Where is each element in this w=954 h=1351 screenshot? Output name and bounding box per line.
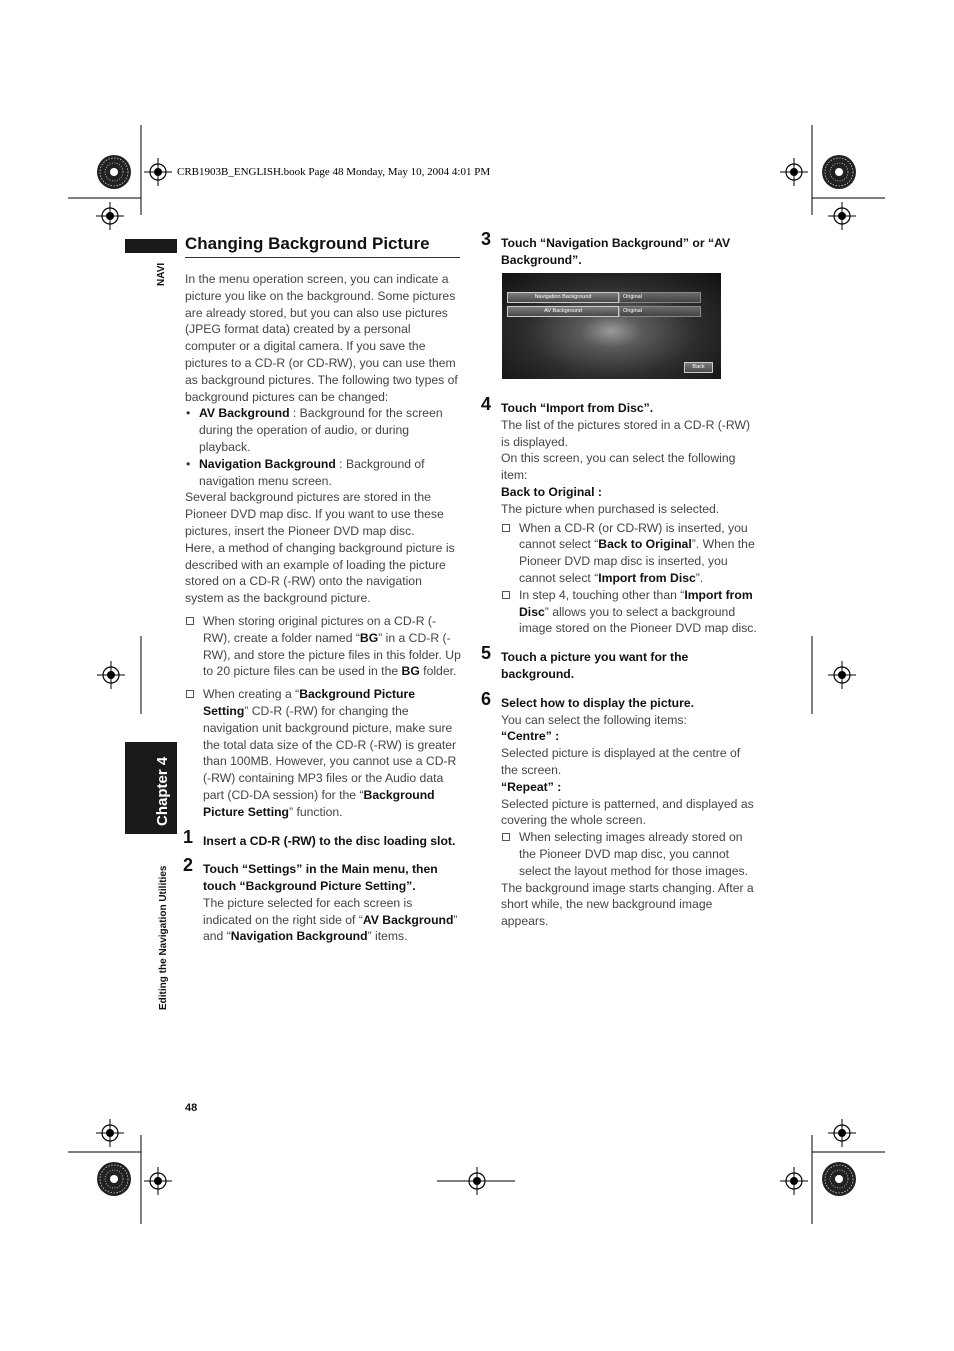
step-5: 5 Touch a picture you want for the background.	[481, 643, 689, 681]
note-item: In step 4, touching other than “Import from Disc” allows you to select a background image stored on the Pioneer DVD map disc.	[501, 587, 758, 637]
back-button[interactable]: Back	[684, 362, 713, 373]
navi-tab-label: NAVI	[156, 262, 167, 286]
step-2: 2 Touch “Settings” in the Main menu, then touch “Background Picture Setting”. The picture selected for each screen is indicated on the right side of “AV Background” and “Navigation Background” items.	[183, 855, 458, 944]
paragraph: Here, a method of changing background picture is described with an example of loading the picture stored on a CD-R (-RW) onto the navigation system as the background picture.	[185, 540, 455, 606]
note-item: When a CD-R (or CD-RW) is inserted, you cannot select “Back to Original”. When the Pioneer DVD map disc is inserted, you cannot select “Import from Disc”.	[501, 520, 758, 587]
bullet-av-background: • AV Background : Background for the screen during the operation of audio, or during playback.	[185, 405, 463, 455]
step-1: 1 Insert a CD-R (-RW) to the disc loading slot.	[183, 826, 456, 848]
step-3: 3 Touch “Navigation Background” or “AV Background”.	[481, 229, 731, 267]
navigation-background-value: Original	[619, 292, 701, 303]
navigation-background-button[interactable]: Navigation Background	[507, 292, 619, 303]
title-rule	[185, 257, 460, 258]
navi-tab-bar	[125, 239, 177, 253]
right-column-top	[481, 229, 758, 269]
av-background-button[interactable]: AV Background	[507, 306, 619, 317]
section-title: Changing Background Picture	[185, 234, 430, 253]
page-number: 48	[185, 1102, 198, 1114]
note-item: When selecting images already stored on the Pioneer DVD map disc, you cannot select the layout method for those images.	[501, 829, 758, 879]
paragraph: Several background pictures are stored in the Pioneer DVD map disc. If you want to use these pictures, insert the Pioneer DVD map disc.	[185, 490, 444, 538]
screenshot-background-setting	[502, 273, 721, 379]
left-column	[185, 271, 463, 945]
step-4: 4 Touch “Import from Disc”. The list of the pictures stored in a CD-R (-RW) is displayed. On this screen, you can select the following item: Back to Original : The picture when purchased is selected. When a CD-R (or CD-RW) is inserted, you cannot select “Back to Original”. When the Pioneer DVD map disc is inserted, you cannot select “Import from Disc”. In step 4, touching other than “Import from Disc” allows you to select a background image stored on the Pioneer DVD map disc.	[481, 394, 757, 636]
right-column	[481, 394, 758, 930]
side-section-label: Editing the Navigation Utilities	[158, 865, 169, 1010]
book-header: CRB1903B_ENGLISH.book Page 48 Monday, May 10, 2004 4:01 PM	[177, 166, 491, 178]
registration-sun-icon	[97, 155, 131, 189]
av-background-value: Original	[619, 306, 701, 317]
intro-paragraph: In the menu operation screen, you can indicate a picture you like on the background. Some pictures are already stored, but you can also use pictures (JPEG format data) created by a personal computer or a digital camera. If you save the pictures to a CD-R (or CD-RW), you can use them as background pictures. The following two types of background pictures can be changed:	[185, 272, 458, 404]
step-6: 6 Select how to display the picture. You can select the following items: “Centre” : Selected picture is displayed at the centre of the screen. “Repeat” : Selected picture is patterned, and displayed as covering the whole screen. When selecting images already stored on the Pioneer DVD map disc, you cannot select the layout method for those images. The background image starts changing. After a short while, the new background image appears.	[483, 695, 758, 930]
chapter-tab: Chapter 4	[125, 742, 177, 834]
note-item: When creating a “Background Picture Setting” CD-R (-RW) for changing the navigation unit background picture, make sure the total data size of the CD-R (-RW) is greater than 100MB. However, you cannot use a CD-R (-RW) containing MP3 files or the Audio data part (CD-DA session) for the “Background Picture Setting” function.	[185, 686, 463, 820]
bullet-navigation-background: • Navigation Background : Background of navigation menu screen.	[185, 456, 463, 490]
note-item: When storing original pictures on a CD-R (-RW), create a folder named “BG” in a CD-R (-RW), and store the picture files in this folder. Up to 20 picture files can be used in the BG folder.	[185, 613, 463, 680]
